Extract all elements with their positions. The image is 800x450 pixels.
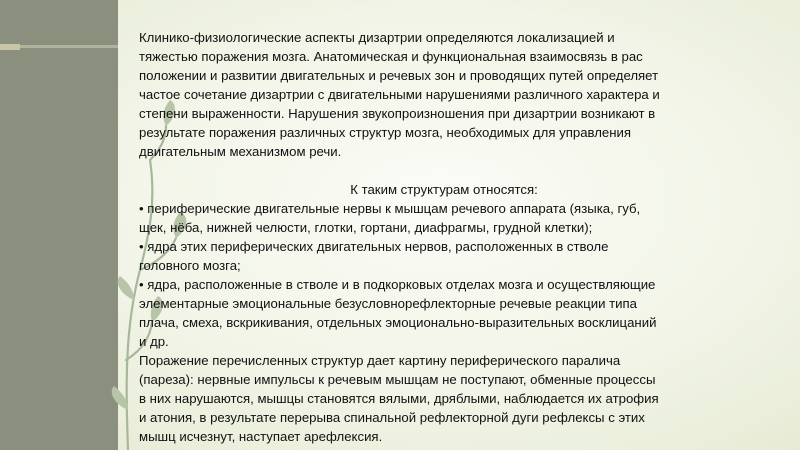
structures-heading: К таким структурам относятся: bbox=[350, 182, 538, 197]
bullet-item: • ядра, расположенные в стволе и в подкорковых отделах мозга и осуществляющие элементарные эмоциональные безусловнорефлекторные речевые реакции типа плача, смеха, вскрикивания, отдельных эмоционально-выразительных восклицаний и др. bbox=[139, 277, 657, 349]
bullet-item: • периферические двигательные нервы к мышцам речевого аппарата (языка, губ, щек, нёба, нижней челюсти, глотки, гортани, диафрагмы, грудной клетки); bbox=[139, 201, 641, 235]
slide-body-text bbox=[139, 28, 749, 446]
conclusion-paragraph: Поражение перечисленных структур дает картину периферического паралича (пареза): нервные импульсы к речевым мышцам не поступают, обменные процессы в них нарушаются, мышцы становятся вялыми, дряблыми, наблюдается их атрофия и атония, в результате перерыва спинальной рефлекторной дуги рефлексы с этих мышц исчезнут, наступает арефлексия. bbox=[139, 353, 659, 444]
bullet-item: • ядра этих периферических двигательных нервов, расположенных в стволе головного мозга; bbox=[139, 239, 609, 273]
paragraph-gap bbox=[139, 161, 749, 180]
intro-paragraph: Клинико-физиологические аспекты дизартрии определяются локализацией и тяжестью поражения мозга. Анатомическая и функциональная взаимосвязь в рас положении и развитии двигательных и речевых зон и проводящих путей определяет частое сочетание дизартрии с двигательными нарушениями различного характера и степени выраженности. Нарушения звукопроизношения при дизартрии возникают в результате поражения различных структур мозга, необходимых для управления двигательным механизмом речи. bbox=[139, 30, 660, 159]
